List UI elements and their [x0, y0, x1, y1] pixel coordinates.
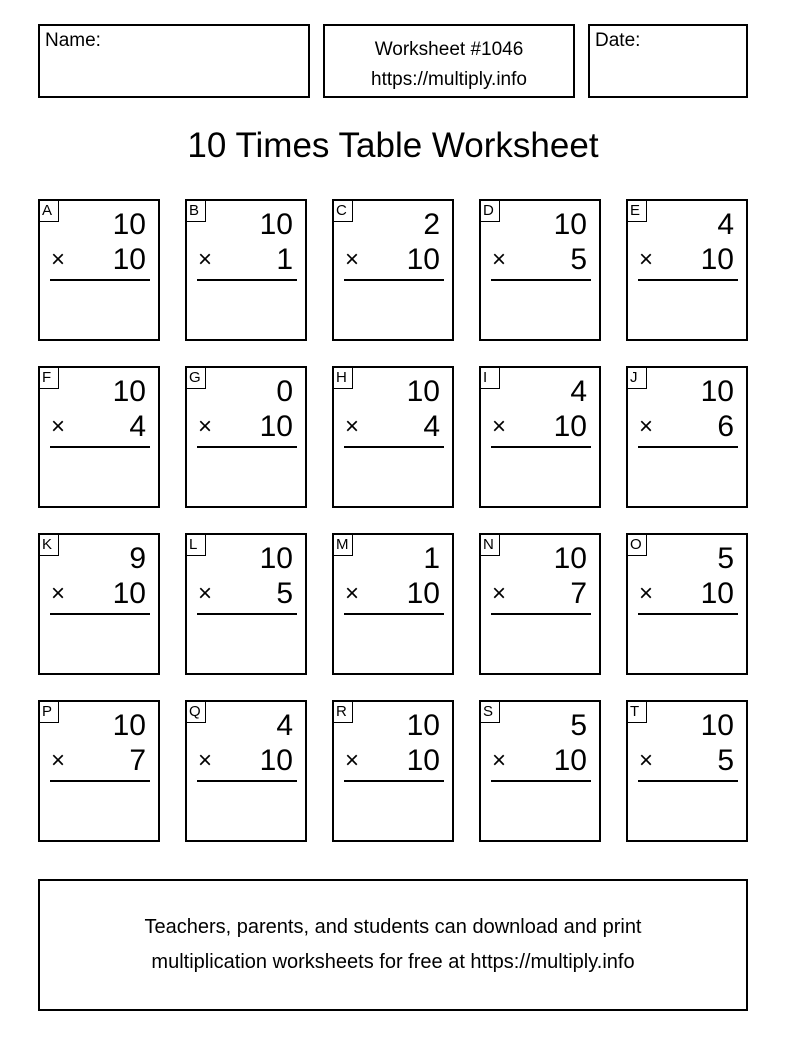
problem-card[interactable] [332, 533, 454, 675]
multiplier: 7 [570, 577, 587, 610]
worksheet-number: Worksheet #1046 [374, 39, 524, 60]
multiplicand: 5 [570, 709, 587, 742]
multiplier: 10 [112, 243, 146, 276]
answer-line [491, 780, 591, 782]
times-sign: × [345, 246, 360, 273]
multiplier: 1 [276, 243, 293, 276]
multiplicand: 4 [717, 208, 734, 241]
problem-card[interactable] [626, 366, 748, 508]
times-sign: × [345, 580, 360, 607]
multiplicand: 4 [570, 375, 587, 408]
problem-card[interactable] [626, 700, 748, 842]
times-sign: × [639, 246, 654, 273]
problem-card[interactable] [38, 533, 160, 675]
times-sign: × [198, 413, 213, 440]
multiplier: 10 [553, 410, 587, 443]
times-sign: × [345, 413, 360, 440]
problem-letter: I [481, 368, 500, 389]
multiplier: 7 [129, 744, 146, 777]
problem-letter: J [628, 368, 647, 389]
problem-letter: H [334, 368, 353, 389]
name-label: Name: [45, 30, 101, 51]
answer-line [491, 279, 591, 281]
problem-card[interactable] [626, 199, 748, 341]
multiplicand: 10 [406, 375, 440, 408]
worksheet-info-box [323, 24, 575, 98]
name-field[interactable] [38, 24, 310, 98]
problem-card[interactable] [38, 700, 160, 842]
multiplier: 10 [700, 243, 734, 276]
multiplier: 5 [570, 243, 587, 276]
multiplicand: 10 [259, 208, 293, 241]
multiplicand: 10 [259, 542, 293, 575]
multiplier: 5 [717, 744, 734, 777]
multiplicand: 4 [276, 709, 293, 742]
multiplier: 10 [406, 744, 440, 777]
times-sign: × [51, 246, 66, 273]
times-sign: × [639, 580, 654, 607]
times-sign: × [51, 580, 66, 607]
multiplier: 10 [553, 744, 587, 777]
times-sign: × [492, 413, 507, 440]
times-sign: × [639, 747, 654, 774]
multiplier: 10 [259, 410, 293, 443]
answer-line [491, 446, 591, 448]
times-sign: × [198, 580, 213, 607]
times-sign: × [345, 747, 360, 774]
problem-card[interactable] [185, 533, 307, 675]
answer-line [197, 780, 297, 782]
problem-card[interactable] [626, 533, 748, 675]
problem-letter: G [187, 368, 206, 389]
multiplicand: 1 [423, 542, 440, 575]
multiplicand: 2 [423, 208, 440, 241]
multiplicand: 10 [553, 208, 587, 241]
problem-letter: D [481, 201, 500, 222]
times-sign: × [51, 747, 66, 774]
multiplier: 5 [276, 577, 293, 610]
times-sign: × [492, 747, 507, 774]
answer-line [50, 279, 150, 281]
multiplicand: 10 [406, 709, 440, 742]
problem-letter: A [40, 201, 59, 222]
problem-letter: E [628, 201, 647, 222]
problem-letter: Q [187, 702, 206, 723]
answer-line [344, 446, 444, 448]
footer-line-1: Teachers, parents, and students can download and print [144, 916, 642, 938]
problem-letter: N [481, 535, 500, 556]
problem-letter: K [40, 535, 59, 556]
problem-letter: B [187, 201, 206, 222]
multiplicand: 9 [129, 542, 146, 575]
multiplicand: 5 [717, 542, 734, 575]
date-label: Date: [595, 30, 641, 51]
multiplicand: 10 [553, 542, 587, 575]
problem-card[interactable] [479, 533, 601, 675]
worksheet-url: https://multiply.info [371, 69, 527, 90]
problem-card[interactable] [479, 700, 601, 842]
multiplicand: 10 [112, 375, 146, 408]
footer-note [38, 879, 748, 1011]
problem-letter: R [334, 702, 353, 723]
problem-letter: P [40, 702, 59, 723]
times-sign: × [492, 580, 507, 607]
multiplier: 4 [423, 410, 440, 443]
problem-card[interactable] [479, 366, 601, 508]
problem-card[interactable] [38, 366, 160, 508]
answer-line [344, 279, 444, 281]
times-sign: × [51, 413, 66, 440]
answer-line [638, 279, 738, 281]
problem-letter: T [628, 702, 647, 723]
problem-card[interactable] [332, 700, 454, 842]
answer-line [344, 780, 444, 782]
multiplier: 4 [129, 410, 146, 443]
multiplicand: 10 [112, 208, 146, 241]
answer-line [50, 613, 150, 615]
problem-card[interactable] [332, 366, 454, 508]
multiplier: 10 [112, 577, 146, 610]
multiplicand: 10 [700, 375, 734, 408]
answer-line [638, 613, 738, 615]
multiplicand: 0 [276, 375, 293, 408]
answer-line [638, 446, 738, 448]
problem-letter: O [628, 535, 647, 556]
multiplier: 10 [700, 577, 734, 610]
times-sign: × [198, 747, 213, 774]
answer-line [491, 613, 591, 615]
answer-line [50, 446, 150, 448]
multiplier: 10 [406, 577, 440, 610]
problem-card[interactable] [332, 199, 454, 341]
multiplier: 6 [717, 410, 734, 443]
multiplicand: 10 [700, 709, 734, 742]
multiplicand: 10 [112, 709, 146, 742]
problem-letter: S [481, 702, 500, 723]
multiplier: 10 [406, 243, 440, 276]
problem-card[interactable] [185, 366, 307, 508]
problem-card[interactable] [38, 199, 160, 341]
footer-line-2: multiplication worksheets for free at https://multiply.info [151, 951, 635, 973]
times-sign: × [639, 413, 654, 440]
page-title: 10 Times Table Worksheet [187, 126, 599, 165]
answer-line [197, 613, 297, 615]
multiplier: 10 [259, 744, 293, 777]
problem-letter: M [334, 535, 353, 556]
answer-line [344, 613, 444, 615]
problem-letter: F [40, 368, 59, 389]
problem-card[interactable] [185, 199, 307, 341]
problem-card[interactable] [479, 199, 601, 341]
answer-line [50, 780, 150, 782]
problem-letter: C [334, 201, 353, 222]
problem-card[interactable] [185, 700, 307, 842]
times-sign: × [198, 246, 213, 273]
date-field[interactable] [588, 24, 748, 98]
answer-line [197, 446, 297, 448]
times-sign: × [492, 246, 507, 273]
problem-letter: L [187, 535, 206, 556]
answer-line [197, 279, 297, 281]
answer-line [638, 780, 738, 782]
